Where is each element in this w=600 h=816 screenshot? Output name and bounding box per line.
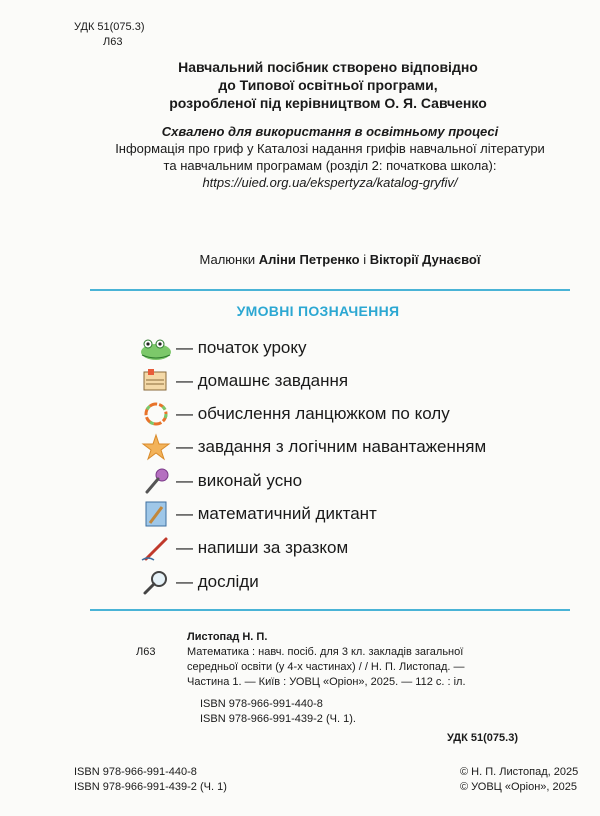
catalog-isbns <box>200 697 356 727</box>
udk-code: УДК 51(075.3) <box>74 21 145 33</box>
catalog-author: Листопад Н. П. <box>187 631 268 643</box>
legend-item <box>136 432 486 462</box>
approval-line-2: та навчальним програмам (розділ 2: початкова школа): <box>163 158 497 173</box>
footer-isbn-1: ISBN 978-966-991-440-8 <box>74 766 197 778</box>
illustrations-prefix: Малюнки <box>199 252 259 267</box>
footer-copyright-2: © УОВЦ «Оріон», 2025 <box>460 781 577 793</box>
illustrations-author-2: Вікторії Дунаєвої <box>369 252 481 267</box>
catalog-line-2: середньої освіти (у 4-х частинах) / / Н. П. Листопад. — <box>187 661 465 673</box>
legend-item-label: — обчислення ланцюжком по колу <box>176 404 450 423</box>
approval-title: Схвалено для використання в освітньому процесі <box>161 124 499 139</box>
pen-icon <box>136 533 176 563</box>
illustrations-conj: і <box>359 252 370 267</box>
legend-title: УМОВНІ ПОЗНАЧЕННЯ <box>236 303 400 319</box>
intro-line-2: до Типової освітньої програми, <box>218 77 438 93</box>
legend-bottom-rule <box>90 609 570 611</box>
legend-item <box>136 333 307 363</box>
legend-item <box>136 533 348 563</box>
footer-copyright <box>460 765 578 795</box>
legend-item-label: — напиши за зразком <box>176 538 349 557</box>
catalog-isbn-1: ISBN 978-966-991-440-8 <box>200 698 323 710</box>
legend-item-label: — досліди <box>176 572 259 591</box>
intro-block <box>0 58 600 112</box>
footer-isbns <box>74 765 227 795</box>
catalog-isbn-2: ISBN 978-966-991-439-2 (Ч. 1). <box>200 713 356 725</box>
intro-line-1: Навчальний посібник створено відповідно <box>178 59 478 75</box>
magnifier-icon <box>136 567 176 597</box>
approval-url[interactable]: https://uied.org.ua/ekspertyza/katalog-gryfiv/ <box>202 175 458 190</box>
legend-item <box>136 567 259 597</box>
catalog-line-1: Математика : навч. посіб. для 3 кл. закладів загальної <box>187 646 464 658</box>
catalog-index: Л63 <box>136 646 156 658</box>
udk-header <box>74 20 145 50</box>
catalog-line-3: Частина 1. — Київ : УОВЦ «Оріон», 2025. — 112 с. : іл. <box>187 676 466 688</box>
frog-icon <box>136 333 176 363</box>
catalog-udk: УДК 51(075.3) <box>447 732 518 744</box>
legend-top-rule <box>90 289 570 291</box>
legend-item-label: — завдання з логічним навантаженням <box>176 437 487 456</box>
legend-item <box>136 499 377 529</box>
footer-isbn-2: ISBN 978-966-991-439-2 (Ч. 1) <box>74 781 227 793</box>
homework-icon <box>136 366 176 396</box>
legend-item-label: — початок уроку <box>176 338 307 357</box>
catalog-description <box>187 645 527 690</box>
intro-line-3: розробленої під керівництвом О. Я. Савченко <box>169 95 487 111</box>
legend-item <box>136 366 348 396</box>
approval-line-1: Інформація про гриф у Каталозі надання грифів навчальної літератури <box>115 141 545 156</box>
udk-index: Л63 <box>103 36 123 48</box>
illustrations-author-1: Аліни Петренко <box>258 252 360 267</box>
footer-copyright-1: © Н. П. Листопад, 2025 <box>460 766 579 778</box>
legend-item-label: — домашнє завдання <box>176 371 349 390</box>
approval-block <box>0 123 600 191</box>
dictation-icon <box>136 499 176 529</box>
legend-item-label: — математичний диктант <box>176 504 377 523</box>
microphone-icon <box>136 466 176 496</box>
star-icon <box>136 432 176 462</box>
legend-item <box>136 466 302 496</box>
legend-item <box>136 399 450 429</box>
illustrations-credit <box>0 252 600 267</box>
legend-item-label: — виконай усно <box>176 471 303 490</box>
circle-chain-icon <box>136 399 176 429</box>
